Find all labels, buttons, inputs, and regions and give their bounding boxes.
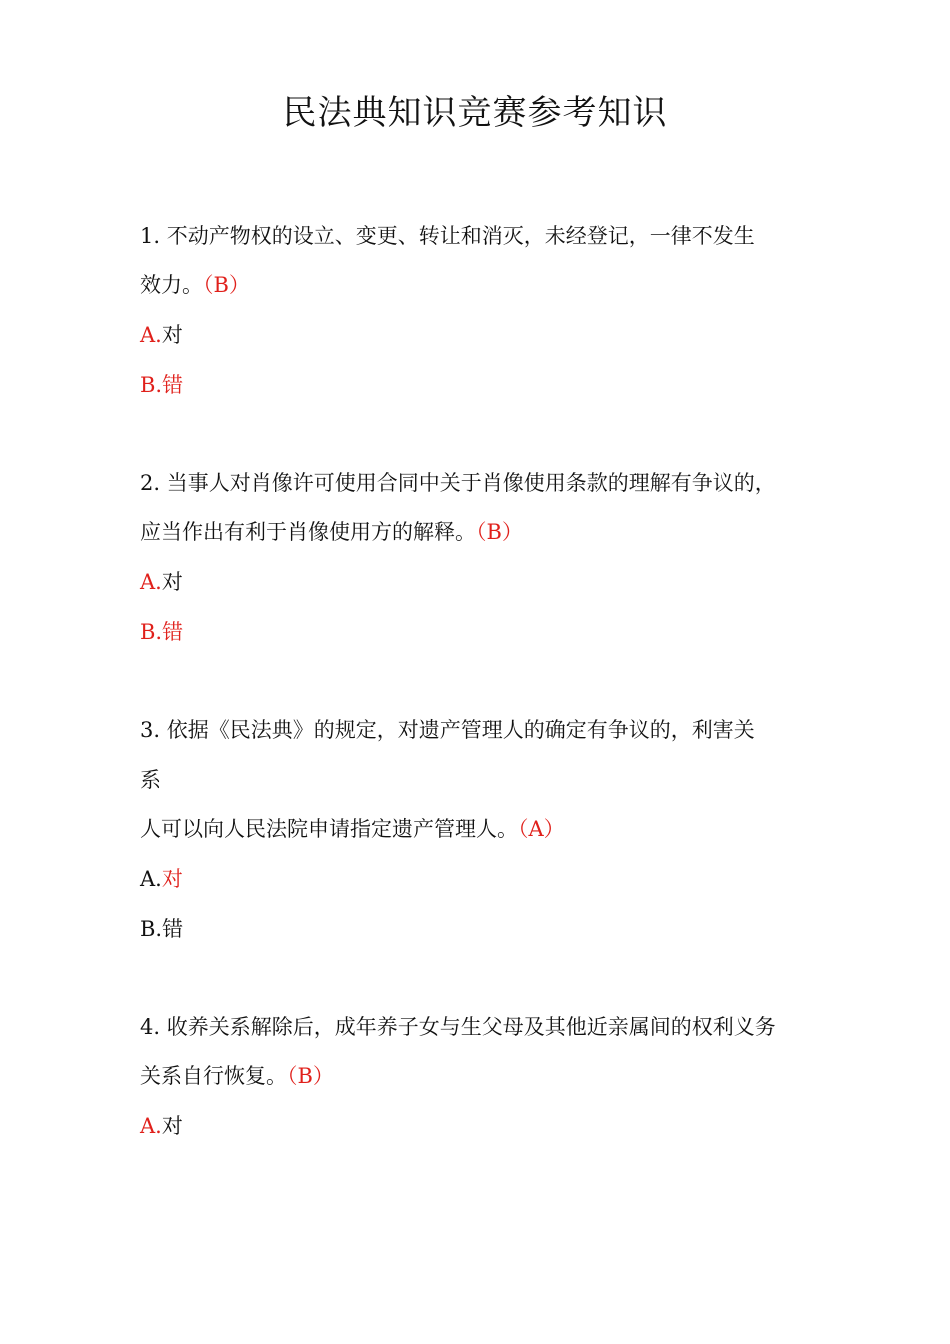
question-2-option-a [140, 567, 183, 597]
option-label: B. [140, 917, 163, 941]
option-text: 对 [161, 323, 183, 347]
question-2-line-1: 2. 当事人对肖像许可使用合同中关于肖像使用条款的理解有争议的， [140, 471, 776, 495]
option-label: A. [140, 323, 162, 347]
option-label: A. [140, 570, 162, 594]
option-text: 对 [161, 867, 183, 891]
question-1-option-a [140, 320, 183, 350]
option-text: 对 [161, 570, 183, 594]
question-3-text: 人可以向人民法院申请指定遗产管理人。 [140, 817, 518, 841]
question-4-answer: （B） [287, 1064, 334, 1088]
option-text: 错 [162, 917, 184, 941]
question-4-text: 关系自行恢复。 [140, 1064, 287, 1088]
option-text: 错 [162, 373, 184, 397]
question-4-line-2 [140, 1061, 334, 1091]
question-3-line-1: 3. 依据《民法典》的规定，对遗产管理人的确定有争议的，利害关 [140, 718, 755, 742]
question-2-answer: （B） [476, 520, 523, 544]
question-3-line-2: 系 [140, 768, 161, 792]
question-4-line-1: 4. 收养关系解除后，成年养子女与生父母及其他近亲属间的权利义务 [140, 1015, 776, 1039]
question-3-option-b [140, 914, 183, 944]
option-label: B. [140, 373, 163, 397]
option-label: B. [140, 620, 163, 644]
question-1-text: 效力。 [140, 273, 203, 297]
question-3-answer: （A） [518, 817, 565, 841]
option-text: 错 [162, 620, 184, 644]
option-label: A. [140, 867, 162, 891]
question-3-line-3 [140, 814, 565, 844]
question-1-answer: （B） [203, 273, 250, 297]
question-1-option-b [140, 370, 183, 400]
option-text: 对 [161, 1114, 183, 1138]
question-3-option-a [140, 864, 183, 894]
question-4-option-a [140, 1111, 183, 1141]
option-label: A. [140, 1114, 162, 1138]
document-title: 民法典知识竞赛参考知识 [282, 93, 668, 133]
question-2-option-b [140, 617, 183, 647]
question-1-line-1: 1. 不动产物权的设立、变更、转让和消灭，未经登记，一律不发生 [140, 224, 755, 248]
question-1-line-2 [140, 270, 250, 300]
question-2-text: 应当作出有利于肖像使用方的解释。 [140, 520, 476, 544]
question-2-line-2 [140, 517, 523, 547]
